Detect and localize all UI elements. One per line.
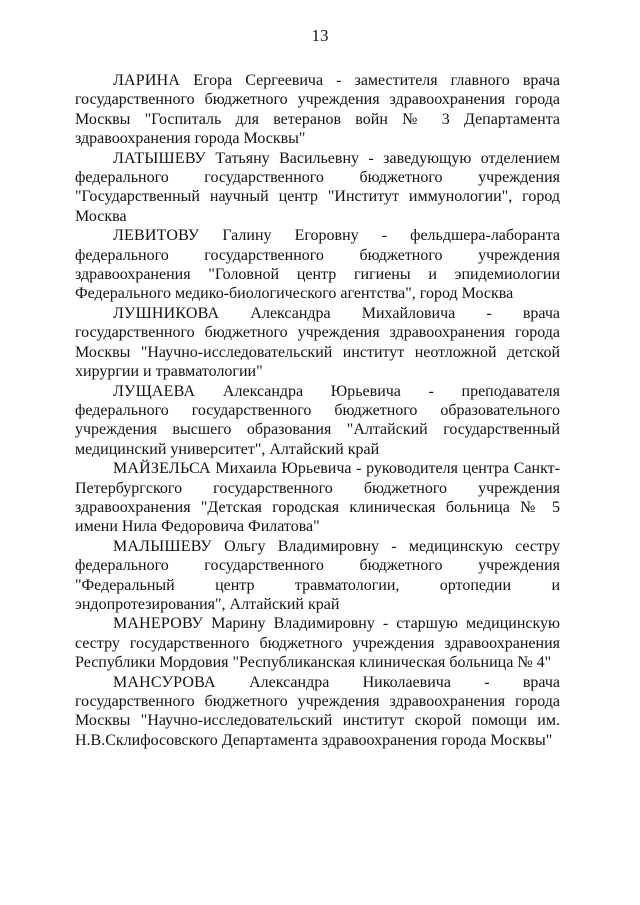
page-number: 13	[311, 26, 329, 45]
list-item	[75, 382, 560, 460]
list-item	[75, 149, 560, 227]
entry-surname: МАНЕРОВУ	[113, 615, 204, 633]
list-item	[75, 673, 560, 751]
list-item	[75, 537, 560, 615]
entry-text: Александра Михайловича - врача государственного бюджетного учреждения здравоохранения города Москвы "Научно-исследовательский институт неотложной детской хирургии и травматологии"	[75, 304, 560, 381]
entry-surname: ЛУЩАЕВА	[113, 382, 196, 400]
entry-text: Егора Сергеевича - заместителя главного врача государственного бюджетного учреждения здравоохранения города Москвы "Госпиталь для ветеранов войн № 3 Департамента здравоохранения города Москвы"	[75, 72, 560, 148]
entry-surname: ЛУШНИКОВА	[113, 304, 220, 322]
list-item	[75, 226, 560, 304]
entry-text: Михаила Юрьевича - руководителя центра Санкт-Петербургского государственного бюджетного учреждения здравоохранения "Детская городская клиническая больница № 5 имени Нила Федоровича Филатова"	[75, 460, 560, 536]
award-list	[75, 71, 560, 750]
entry-text: Татьяну Васильевну - заведующую отделением федерального государственного бюджетного учреждения "Государственный научный центр "Институт иммунологии", город Москва	[75, 149, 560, 225]
entry-text: Александра Николаевича - врача государственного бюджетного учреждения здравоохранения города Москвы "Научно-исследовательский институт скорой помощи им. Н.В.Склифосовского Департамента здравоохранения города Москвы"	[75, 673, 560, 749]
entry-surname: МАЛЫШЕВУ	[113, 537, 212, 555]
list-item	[75, 614, 560, 672]
list-item	[75, 71, 560, 149]
entry-text: Галину Егоровну - фельдшера-лаборанта федерального государственного бюджетного учреждения здравоохранения "Головной центр гигиены и эпидемиологии Федерального медико-биологического агентства", город Москва	[75, 227, 560, 303]
entry-surname: ЛАТЫШЕВУ	[113, 149, 206, 167]
entry-surname: МАЙЗЕЛЬСА	[113, 460, 211, 478]
list-item	[75, 459, 560, 537]
list-item	[75, 304, 560, 382]
entry-text: Александра Юрьевича - преподавателя федерального государственного бюджетного образовательного учреждения высшего образования "Алтайский государственный медицинский университет", Алтайский край	[75, 382, 560, 458]
entry-surname: ЛАРИНА	[113, 72, 181, 89]
entry-text: Ольгу Владимировну - медицинскую сестру федерального государственного бюджетного учреждения "Федеральный центр травматологии, ортопедии и эндопротезирования", Алтайский край	[75, 537, 560, 613]
entry-surname: ЛЕВИТОВУ	[113, 227, 200, 245]
entry-surname: МАНСУРОВА	[113, 673, 216, 691]
entry-text: Марину Владимировну - старшую медицинскую сестру государственного бюджетного учреждения здравоохранения Республики Мордовия "Республиканская клиническая больница № 4"	[75, 615, 560, 672]
